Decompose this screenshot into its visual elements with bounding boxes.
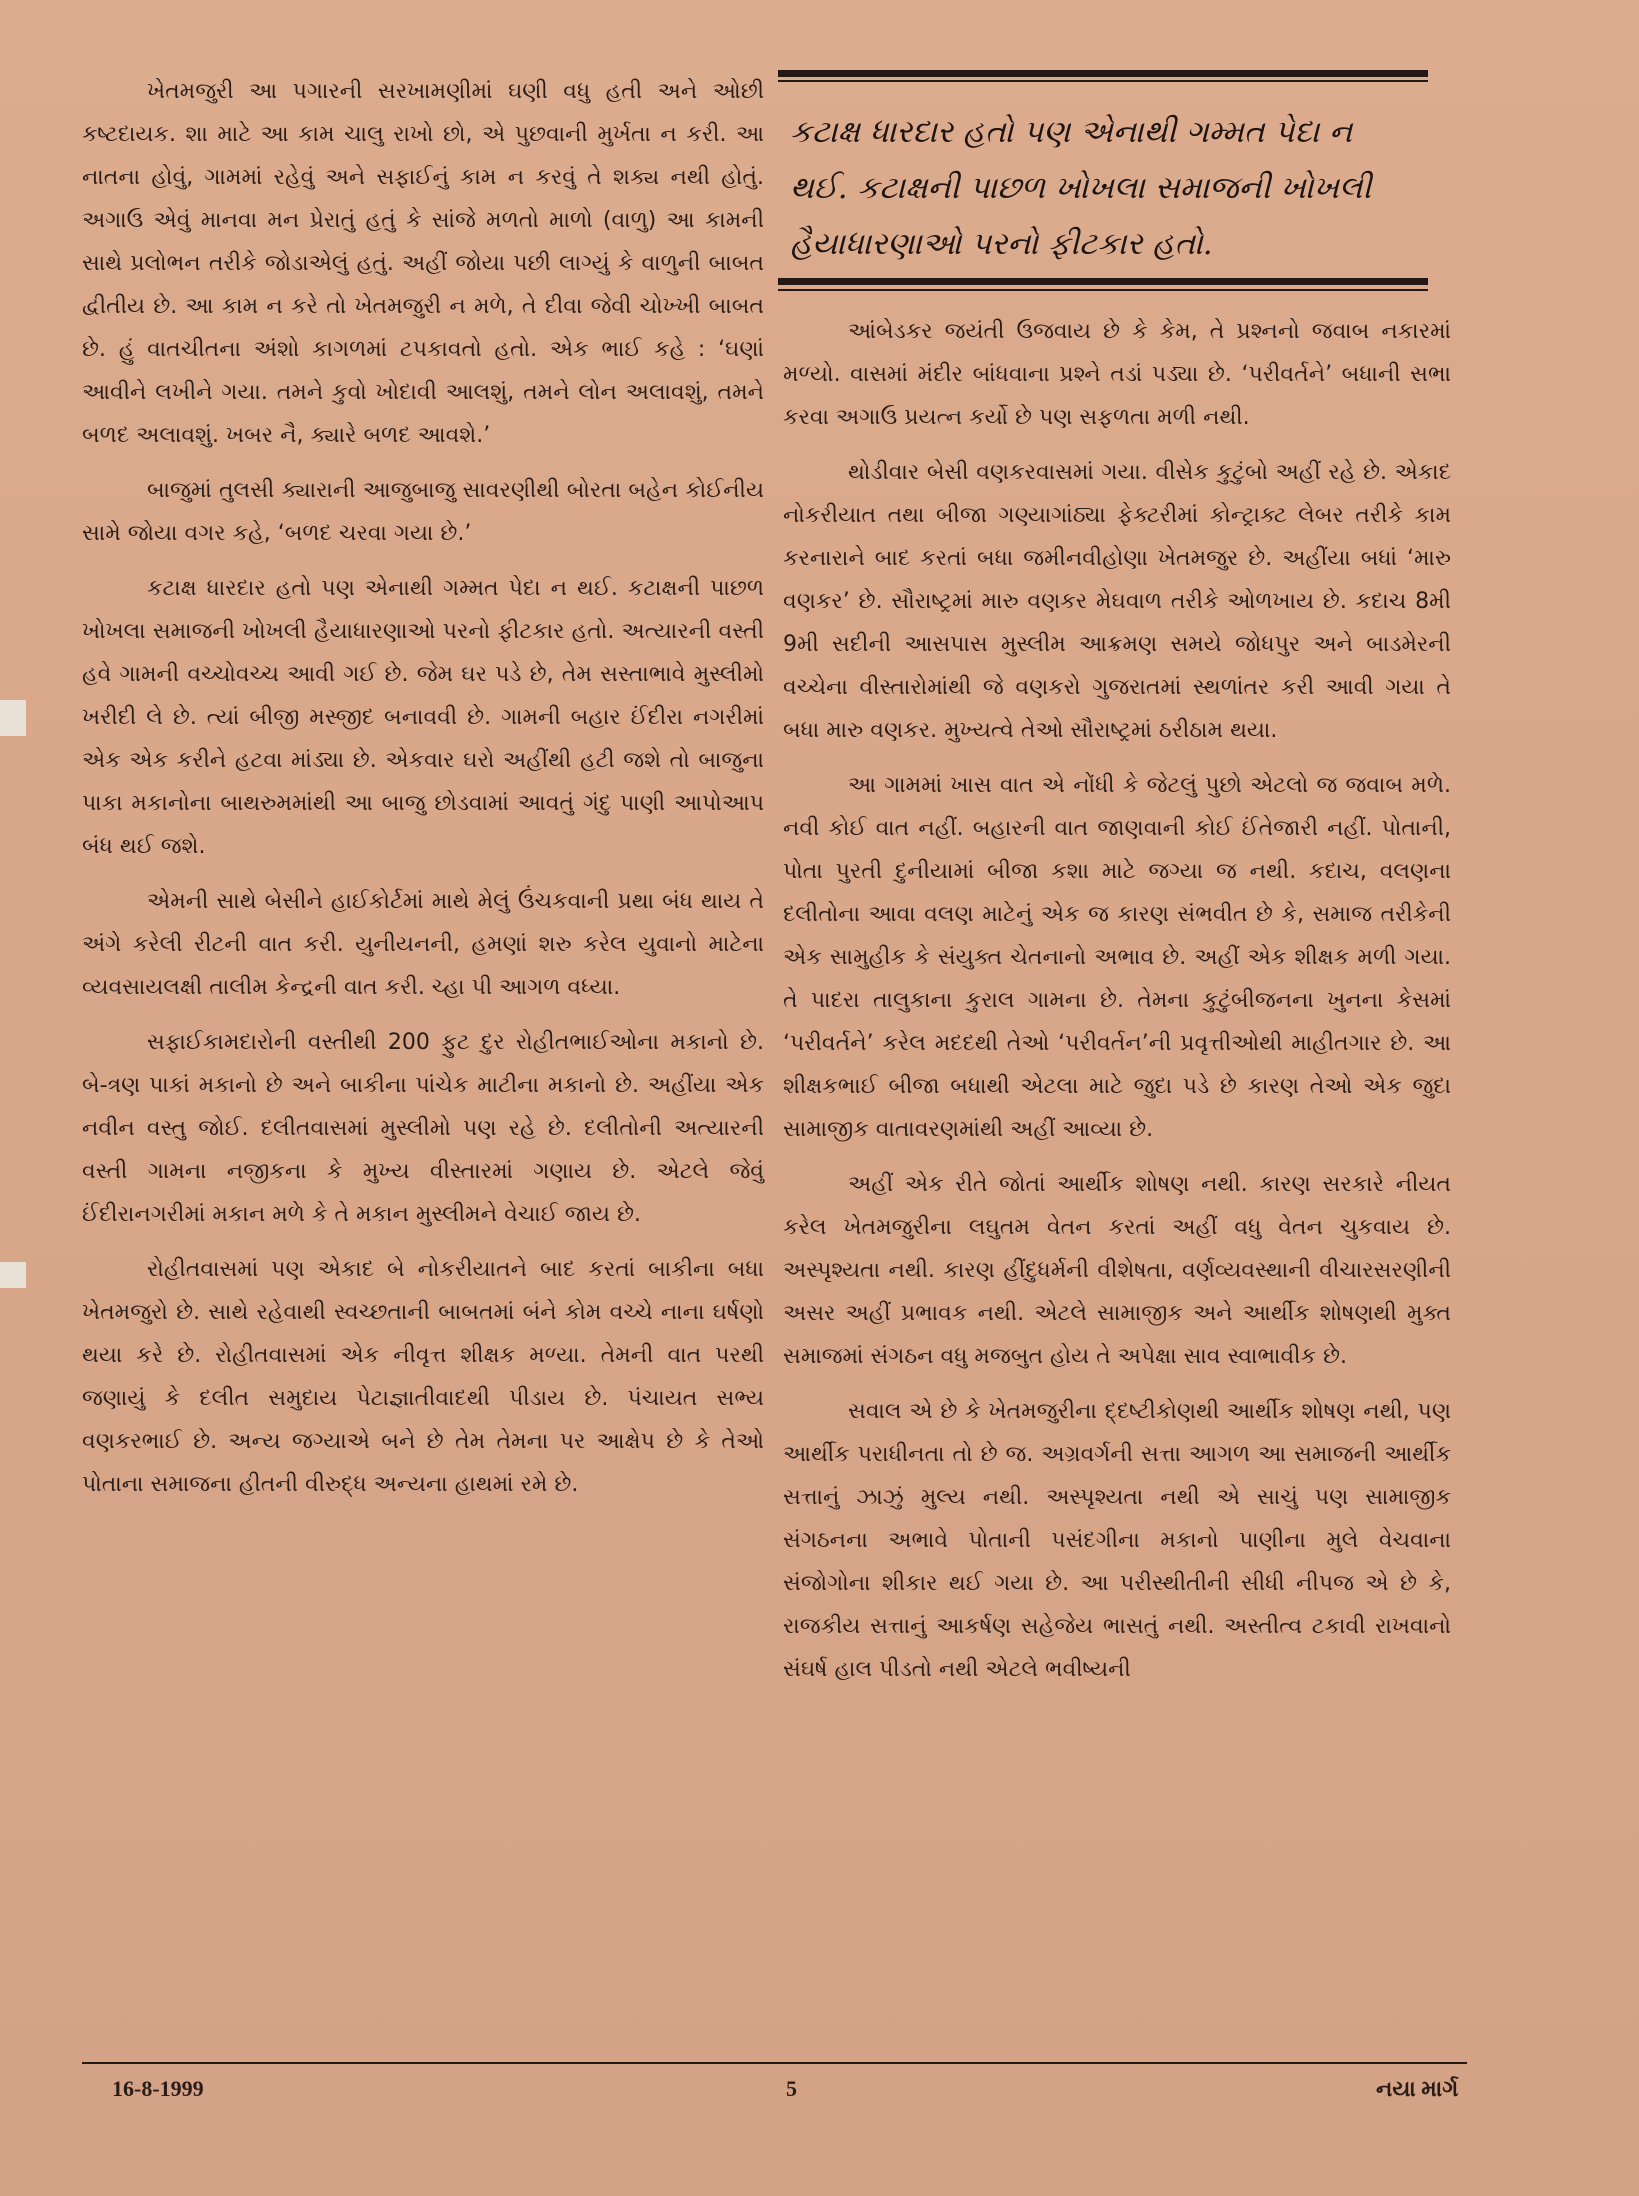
paragraph: અહીં એક રીતે જોતાં આર્થીક શોષણ નથી. કારણ સરકારે નીયત કરેલ ખેતમજુરીના લઘુતમ વેતન કરતાં અહીં વધુ વેતન ચુકવાય છે. અસ્પૃશ્યતા નથી. કારણ હીંદુધર્મની વીશેષતા, વર્ણવ્યવસ્થાની વીચારસરણીની અસર અહીં પ્રભાવક નથી. એટલે સામાજીક અને આર્થીક શોષણથી મુક્ત સમાજમાં સંગઠન વધુ મજબુત હોય તે અપેક્ષા સાવ સ્વાભાવીક છે. [783,1172,1451,1369]
paper-tear [0,1262,26,1288]
paragraph: એમની સાથે બેસીને હાઈકોર્ટમાં માથે મેલું ઉંચકવાની પ્રથા બંધ થાય તે અંગે કરેલી રીટની વાત કરી. યુનીયનની, હમણાં શરુ કરેલ યુવાનો માટેના વ્યવસાયલક્ષી તાલીમ કેન્દ્રની વાત કરી. ચ્હા પી આગળ વધ્યા. [82,889,764,1000]
footer-divider [82,2062,1467,2064]
divider [778,80,1428,82]
divider [778,278,1428,285]
pull-quote-box [778,70,1428,302]
paragraph: થોડીવાર બેસી વણકરવાસમાં ગયા. વીસેક કુટુંબો અહીં રહે છે. એકાદ નોકરીયાત તથા બીજા ગણ્યાગાંઠ્યા ફેક્ટરીમાં કોન્ટ્રાક્ટ લેબર તરીકે કામ કરનારાને બાદ કરતાં બધા જમીનવીહોણા ખેતમજુર છે. અહીંયા બધાં ‘મારુ વણકર’ છે. સૌરાષ્ટ્રમાં મારુ વણકર મેઘવાળ તરીકે ઓળખાય છે. કદાચ 8મી 9મી સદીની આસપાસ મુસ્લીમ આક્રમણ સમયે જોધપુર અને બાડમેરની વચ્ચેના વીસ્તારોમાંથી જે વણકરો ગુજરાતમાં સ્થળાંતર કરી આવી ગયા તે બધા મારુ વણકર. મુખ્યત્વે તેઓ સૌરાષ્ટ્રમાં ઠરીઠામ થયા. [783,460,1451,743]
paragraph: સવાલ એ છે કે ખેતમજુરીના દ્દષ્ટીકોણથી આર્થીક શોષણ નથી, પણ આર્થીક પરાધીનતા તો છે જ. અગ્રવર્ગની સત્તા આગળ આ સમાજની આર્થીક સત્તાનું ઝાઝું મુલ્ય નથી. અસ્પૃશ્યતા નથી એ સાચું પણ સામાજીક સંગઠનના અભાવે પોતાની પસંદગીના મકાનો પાણીના મુલે વેચવાના સંજોગોના શીકાર થઈ ગયા છે. આ પરીસ્થીતીની સીધી નીપજ એ છે કે, રાજકીય સત્તાનું આકર્ષણ સહેજેય ભાસતું નથી. અસ્તીત્વ ટકાવી રાખવાનો સંઘર્ષ હાલ પીડતો નથી એટલે ભવીષ્યની [783,1399,1451,1682]
paragraph: આ ગામમાં ખાસ વાત એ નોંધી કે જેટલું પુછો એટલો જ જવાબ મળે. નવી કોઈ વાત નહીં. બહારની વાત જાણવાની કોઈ ઈંતેજારી નહીં. પોતાની, પોતા પુરતી દુનીયામાં બીજા કશા માટે જગ્યા જ નથી. કદાચ, વલણના દલીતોના આવા વલણ માટેનું એક જ કારણ સંભવીત છે કે, સમાજ તરીકેની એક સામુહીક કે સંયુક્ત ચેતનાનો અભાવ છે. અહીં એક શીક્ષક મળી ગયા. તે પાદરા તાલુકાના કુરાલ ગામના છે. તેમના કુટુંબીજનના ખુનના કેસમાં ‘પરીવર્તને’ કરેલ મદદથી તેઓ ‘પરીવર્તન’ની પ્રવૃત્તીઓથી માહીતગાર છે. આ શીક્ષકભાઈ બીજા બધાથી એટલા માટે જુદા પડે છે કારણ તેઓ એક જુદા સામાજીક વાતાવરણમાંથી અહીં આવ્યા છે. [783,773,1451,1142]
page-number: 5 [786,2076,797,2101]
pull-quote: કટાક્ષ ધારદાર હતો પણ એનાથી ગમ્મત પેદા ન થઈ. કટાક્ષની પાછળ ખોખલા સમાજની ખોખલી હૈયાધારણાઓ પરનો ફીટકાર હતો. [790,114,1372,262]
left-column [82,70,764,1518]
paragraph: આંબેડકર જયંતી ઉજવાય છે કે કેમ, તે પ્રશ્નનો જવાબ નકારમાં મળ્યો. વાસમાં મંદીર બાંધવાના પ્રશ્ને તડાં પડ્યા છે. ‘પરીવર્તને’ બધાની સભા કરવા અગાઉ પ્રયત્ન કર્યો છે પણ સફળતા મળી નથી. [783,319,1451,430]
paragraph: બાજુમાં તુલસી ક્યારાની આજુબાજુ સાવરણીથી બોરતા બહેન કોઈનીય સામે જોયા વગર કહે, ‘બળદ ચરવા ગયા છે.’ [82,478,764,546]
paragraph: ખેતમજુરી આ પગારની સરખામણીમાં ઘણી વધુ હતી અને ઓછી કષ્ટદાયક. શા માટે આ કામ ચાલુ રાખો છો, એ પુછવાની મુર્ખતા ન કરી. આ નાતના હોવું, ગામમાં રહેવું અને સફાઈનું કામ ન કરવું તે શક્ય નથી હોતું. અગાઉ એવું માનવા મન પ્રેરાતું હતું કે સાંજે મળતો માળો (વાળુ) આ કામની સાથે પ્રલોભન તરીકે જોડાએલું હતું. અહીં જોયા પછી લાગ્યું કે વાળુની બાબત દ્વીતીય છે. આ કામ ન કરે તો ખેતમજુરી ન મળે, તે દીવા જેવી ચોખ્ખી બાબત છે. હું વાતચીતના અંશો કાગળમાં ટપકાવતો હતો. એક ભાઈ કહે : ‘ઘણાં આવીને લખીને ગયા. તમને કુવો ખોદાવી આલશું, તમને લોન અલાવશું, તમને બળદ અલાવશું. ખબર નૈ, ક્યારે બળદ આવશે.’ [82,79,764,448]
divider [778,289,1428,291]
divider [778,70,1428,77]
paragraph: રોહીતવાસમાં પણ એકાદ બે નોકરીયાતને બાદ કરતાં બાકીના બધા ખેતમજુરો છે. સાથે રહેવાથી સ્વચ્છતાની બાબતમાં બંને કોમ વચ્ચે નાના ઘર્ષણો થયા કરે છે. રોહીતવાસમાં એક નીવૃત્ત શીક્ષક મળ્યા. તેમની વાત પરથી જણાયું કે દલીત સમુદાય પેટાજ્ઞાતીવાદથી પીડાય છે. પંચાયત સભ્ય વણકરભાઈ છે. અન્ય જગ્યાએ બને છે તેમ તેમના પર આક્ષેપ છે કે તેઓ પોતાના સમાજના હીતની વીરુદ્ધ અન્યના હાથમાં રમે છે. [82,1257,764,1497]
paragraph: સફાઈકામદારોની વસ્તીથી 200 ફુટ દુર રોહીતભાઈઓના મકાનો છે. બે-ત્રણ પાકાં મકાનો છે અને બાકીના પાંચેક માટીના મકાનો છે. અહીંયા એક નવીન વસ્તુ જોઈ. દલીતવાસમાં મુસ્લીમો પણ રહે છે. દલીતોની અત્યારની વસ્તી ગામના નજીકના કે મુખ્ય વીસ્તારમાં ગણાય છે. એટલે જેવું ઈંદીરાનગરીમાં મકાન મળે કે તે મકાન મુસ્લીમને વેચાઈ જાય છે. [82,1030,764,1227]
paper-tear [0,700,26,736]
publication-name: નયા માર્ગ [1376,2076,1459,2101]
paragraph: કટાક્ષ ધારદાર હતો પણ એનાથી ગમ્મત પેદા ન થઈ. કટાક્ષની પાછળ ખોખલા સમાજની ખોખલી હૈયાધારણાઓ પરનો ફીટકાર હતો. અત્યારની વસ્તી હવે ગામની વચ્ચોવચ્ચ આવી ગઈ છે. જેમ ઘર પડે છે, તેમ સસ્તાભાવે મુસ્લીમો ખરીદી લે છે. ત્યાં બીજી મસ્જીદ બનાવવી છે. ગામની બહાર ઈંદીરા નગરીમાં એક એક કરીને હટવા માંડ્યા છે. એકવાર ઘરો અહીંથી હટી જશે તો બાજુના પાકા મકાનોના બાથરુમમાંથી આ બાજુ છોડવામાં આવતું ગંદુ પાણી આપોઆપ બંધ થઈ જશે. [82,576,765,859]
right-column [783,310,1451,1703]
footer-date: 16-8-1999 [112,2076,204,2101]
